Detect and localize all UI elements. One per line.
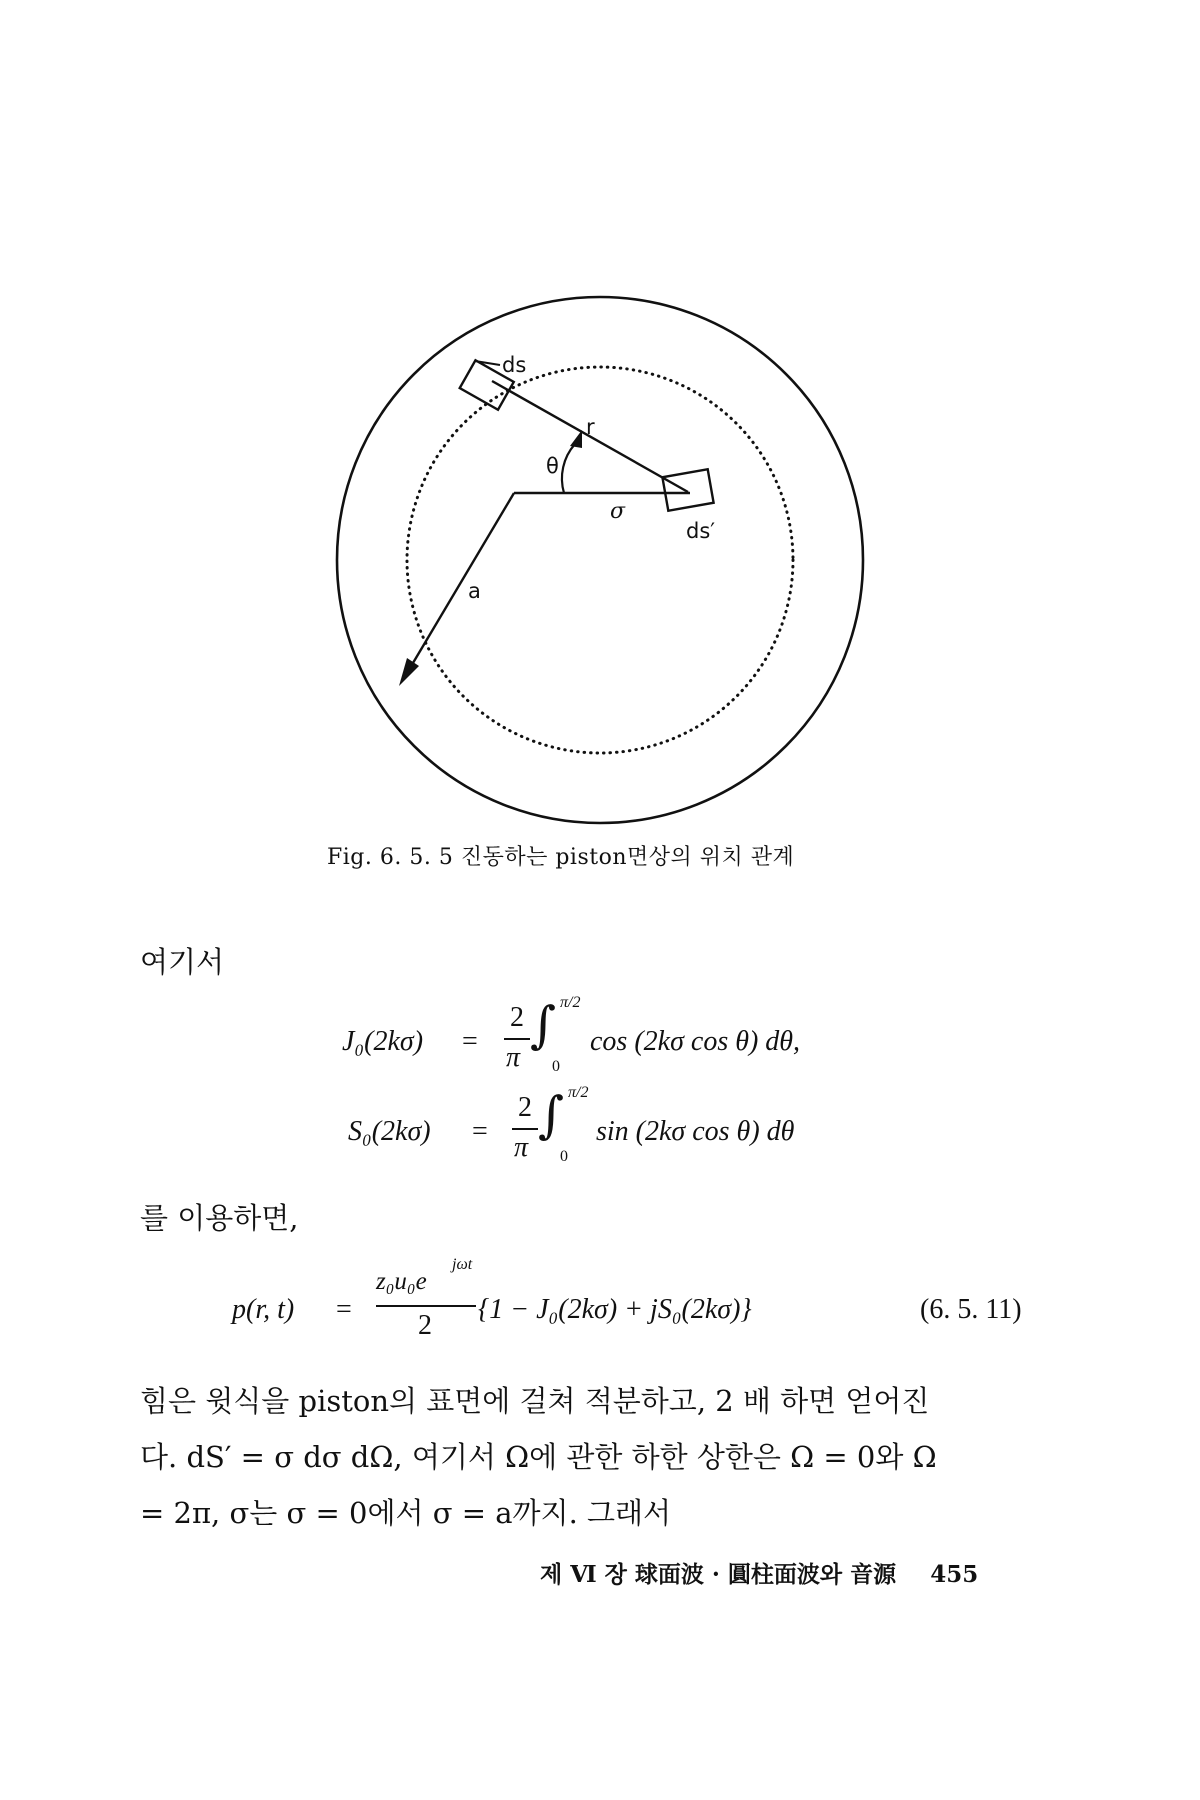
ds-prime-element — [662, 469, 713, 510]
s0-denominator: π — [514, 1132, 529, 1163]
label-theta: θ — [546, 454, 559, 478]
theta-arc — [562, 444, 575, 493]
paragraph-line-2: 다. dS′ = σ dσ dΩ, 여기서 Ω에 관한 하한 상한은 Ω = 0와 Ω — [140, 1440, 937, 1474]
paragraph-line-3: = 2π, σ는 σ = 0에서 σ = a까지. 그래서 — [140, 1496, 672, 1530]
figure-caption: Fig. 6. 5. 5 진동하는 piston면상의 위치 관계 — [327, 845, 795, 870]
j0-lhs: J₀(2kσ) — [342, 1026, 424, 1057]
p-lhs: p(r, t) — [232, 1294, 295, 1325]
j0-upper-limit: π/2 — [560, 994, 581, 1011]
equation-number: (6. 5. 11) — [920, 1294, 1022, 1325]
p-equals: = — [336, 1294, 352, 1325]
j0-denominator: π — [506, 1042, 521, 1073]
p-fraction-bar — [376, 1305, 476, 1307]
j0-integral-sign: ∫ — [530, 996, 557, 1054]
label-sigma: σ — [610, 499, 626, 524]
paragraph-line-1: 힘은 윗식을 piston의 표면에 걸쳐 적분하고, 2 배 하면 얻어진 — [140, 1384, 930, 1418]
j0-fraction-bar — [504, 1038, 530, 1040]
label-ds: ds — [502, 353, 527, 377]
s0-equals: = — [472, 1116, 488, 1147]
j0-equals: = — [462, 1026, 478, 1057]
running-head: 제 Ⅵ 장 球面波 · 圓柱面波와 音源 — [540, 1561, 897, 1588]
page-number: 455 — [930, 1561, 979, 1588]
s0-upper-limit: π/2 — [568, 1084, 589, 1101]
using-text: 를 이용하면, — [140, 1201, 299, 1235]
piston-geometry-diagram — [320, 280, 880, 840]
s0-integrand: sin (2kσ cos θ) dθ — [596, 1116, 795, 1147]
p-numerator-exponent: jωt — [452, 1256, 473, 1273]
running-footer — [540, 1556, 978, 1589]
label-ds-prime: ds′ — [686, 519, 716, 543]
s0-fraction-bar — [512, 1128, 538, 1130]
j0-lower-limit: 0 — [552, 1058, 560, 1075]
radius-a-line — [410, 493, 514, 668]
dotted-circle — [407, 367, 793, 753]
s0-lower-limit: 0 — [560, 1148, 568, 1165]
j0-integrand: cos (2kσ cos θ) dθ, — [590, 1026, 801, 1057]
intro-text: 여기서 — [140, 945, 225, 979]
j0-numerator: 2 — [510, 1002, 524, 1033]
label-a: a — [468, 579, 481, 603]
radius-a-arrowhead — [399, 658, 419, 686]
p-rhs: {1 − J₀(2kσ) + jS₀(2kσ)} — [478, 1294, 752, 1325]
p-numerator: z₀u₀e — [376, 1268, 427, 1295]
s0-numerator: 2 — [518, 1092, 532, 1123]
label-r: r — [586, 415, 595, 439]
s0-lhs: S₀(2kσ) — [348, 1116, 431, 1147]
p-denominator: 2 — [418, 1310, 432, 1341]
outer-circle — [337, 297, 863, 823]
theta-arrowhead — [570, 430, 582, 448]
s0-integral-sign: ∫ — [538, 1086, 565, 1144]
